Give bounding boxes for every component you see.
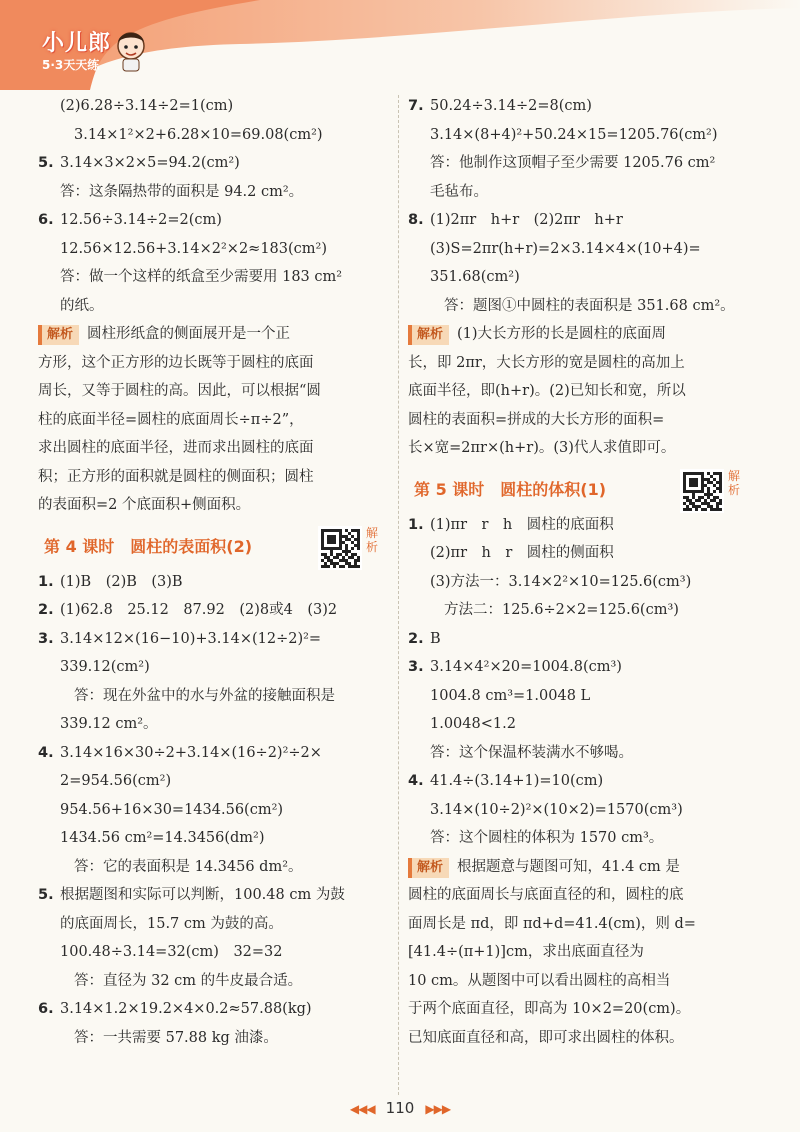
analysis-text: 于两个底面直径，即高为 10×2=20(cm)。 — [408, 1001, 691, 1017]
line-text: 3.14×4²×20=1004.8(cm³) — [430, 659, 622, 675]
answer-line — [408, 710, 760, 739]
answer-line — [38, 853, 388, 882]
question-line — [38, 625, 388, 654]
answer-line — [408, 235, 760, 264]
answer-line — [38, 178, 388, 207]
question-number: 2. — [38, 602, 54, 618]
analysis-line — [408, 377, 760, 406]
analysis-line — [408, 406, 760, 435]
analysis-line — [38, 434, 388, 463]
line-text: 1.0048<1.2 — [430, 716, 516, 732]
analysis-line — [408, 995, 760, 1024]
question-number: 6. — [38, 212, 54, 228]
question-line — [38, 149, 388, 178]
analysis-text: 长，即 2πr，大长方形的宽是圆柱的高加上 — [408, 354, 685, 371]
line-text: 答：一共需要 57.88 kg 油漆。 — [74, 1029, 278, 1046]
question-number: 5. — [38, 887, 54, 903]
line-text: B — [430, 630, 441, 647]
right-column — [408, 92, 760, 1052]
question-line — [38, 596, 388, 625]
answer-line — [38, 767, 388, 796]
line-text: 方法二：125.6÷2×2=125.6(cm³) — [444, 602, 679, 618]
answer-line — [38, 938, 388, 967]
analysis-block — [408, 853, 760, 1053]
answer-line — [38, 235, 388, 264]
answer-line — [38, 796, 388, 825]
analysis-line — [408, 434, 760, 463]
lesson-number: 第 4 课时 — [44, 536, 115, 556]
answer-line — [38, 653, 388, 682]
question-number: 1. — [38, 573, 54, 590]
line-text: 的底面周长，15.7 cm 为鼓的高。 — [60, 915, 283, 932]
analysis-text: 的表面积=2 个底面积+侧面积。 — [38, 497, 251, 513]
line-text: 答：他制作这顶帽子至少需要 1205.76 cm² — [430, 155, 716, 171]
qr-code-icon[interactable] — [680, 469, 724, 513]
line-text: 的纸。 — [60, 297, 104, 314]
analysis-line — [38, 406, 388, 435]
question-line — [38, 206, 388, 235]
analysis-text: 圆柱形纸盒的侧面展开是一个正 — [87, 326, 291, 342]
line-text: 答：题图①中圆柱的表面积是 351.68 cm²。 — [444, 297, 735, 314]
prev-arrows-icon: ◀◀◀ — [349, 1102, 375, 1116]
question-line — [408, 625, 760, 654]
question-line — [408, 206, 760, 235]
lesson-title: 圆柱的体积(1) — [500, 479, 607, 499]
page-header — [0, 0, 800, 90]
question-number: 6. — [38, 1001, 54, 1017]
question-number: 3. — [38, 630, 54, 647]
lesson-section-header — [408, 467, 760, 511]
left-column — [38, 92, 388, 1052]
analysis-label: 解析 — [408, 858, 449, 878]
question-number: 3. — [408, 659, 424, 675]
analysis-line — [38, 320, 388, 349]
answer-line — [38, 121, 388, 150]
line-text: 毛毡布。 — [430, 183, 488, 200]
analysis-text: 柱的底面半径=圆柱的底面周长÷π÷2”， — [38, 411, 304, 428]
line-text: 1004.8 cm³=1.0048 L — [430, 687, 591, 704]
answer-line — [38, 710, 388, 739]
answer-line — [408, 739, 760, 768]
question-number: 5. — [38, 155, 54, 171]
analysis-text: 根据题意与题图可知，41.4 cm 是 — [457, 858, 680, 875]
answer-line — [408, 292, 760, 321]
brand-logo — [40, 22, 150, 82]
analysis-text: 圆柱的底面周长与底面直径的和，圆柱的底 — [408, 887, 684, 903]
question-number: 4. — [408, 773, 424, 789]
analysis-text: (1)大长方形的长是圆柱的底面周 — [457, 326, 667, 342]
line-text: 2=954.56(cm²) — [60, 773, 172, 789]
analysis-text: 已知底面直径和高，即可求出圆柱的体积。 — [408, 1029, 684, 1046]
analysis-label: 解析 — [408, 325, 449, 345]
answer-line — [38, 92, 388, 121]
column-divider — [398, 95, 400, 1095]
line-text: (1)πr r h 圆柱的底面积 — [430, 516, 614, 533]
analysis-line — [408, 349, 760, 378]
analysis-line — [408, 967, 760, 996]
line-text: 答：这条隔热带的面积是 94.2 cm²。 — [60, 183, 304, 200]
question-line — [38, 995, 388, 1024]
question-number: 7. — [408, 98, 424, 114]
line-text: 12.56÷3.14÷2=2(cm) — [60, 212, 222, 228]
line-text: 答：它的表面积是 14.3456 dm²。 — [74, 858, 303, 875]
analysis-text: [41.4÷(π+1)]cm，求出底面直径为 — [408, 944, 644, 960]
analysis-text: 求出圆柱的底面半径，进而求出圆柱的底面 — [38, 440, 314, 456]
line-text: 3.14×3×2×5=94.2(cm²) — [60, 155, 240, 171]
answer-line — [408, 178, 760, 207]
brand-subtitle: 5·3天天练 — [42, 58, 100, 72]
line-text: 1434.56 cm²=14.3456(dm²) — [60, 830, 265, 846]
question-line — [38, 881, 388, 910]
answer-line — [38, 967, 388, 996]
analysis-text: 方形，这个正方形的边长既等于圆柱的底面 — [38, 354, 314, 371]
question-line — [408, 92, 760, 121]
line-text: (2)6.28÷3.14÷2=1(cm) — [60, 98, 234, 114]
analysis-text: 10 cm。从题图中可以看出圆柱的高相当 — [408, 972, 671, 989]
section-title — [414, 477, 606, 500]
line-text: 3.14×12×(16−10)+3.14×(12÷2)²= — [60, 630, 322, 647]
analysis-text: 长×宽=2πr×(h+r)。(3)代人求值即可。 — [408, 440, 676, 456]
answer-line — [38, 1024, 388, 1053]
line-text: 答：做一个这样的纸盒至少需要用 183 cm² — [60, 269, 343, 285]
line-text: 3.14×1.2×19.2×4×0.2≈57.88(kg) — [60, 1001, 312, 1017]
page-footer — [0, 1098, 800, 1117]
analysis-text: 积；正方形的面积就是圆柱的侧面积；圆柱 — [38, 468, 314, 485]
line-text: 答：直径为 32 cm 的牛皮最合适。 — [74, 972, 303, 989]
answer-line — [408, 568, 760, 597]
line-text: (3)S=2πr(h+r)=2×3.14×4×(10+4)= — [430, 240, 701, 257]
answer-line — [408, 149, 760, 178]
analysis-line — [408, 1024, 760, 1053]
answer-line — [38, 682, 388, 711]
answer-line — [38, 292, 388, 321]
analysis-line — [38, 463, 388, 492]
lesson-title: 圆柱的表面积(2) — [130, 536, 253, 556]
question-line — [38, 568, 388, 597]
answer-line — [408, 539, 760, 568]
qr-analysis-label: 解析 — [728, 468, 741, 497]
question-line — [408, 511, 760, 540]
line-text: 41.4÷(3.14+1)=10(cm) — [430, 773, 604, 789]
line-text: 12.56×12.56+3.14×2²×2≈183(cm²) — [60, 240, 327, 257]
line-text: 339.12(cm²) — [60, 659, 150, 675]
next-arrows-icon: ▶▶▶ — [425, 1102, 451, 1116]
analysis-text: 圆柱的表面积=拼成的大长方形的面积= — [408, 411, 665, 428]
question-line — [408, 767, 760, 796]
line-text: 根据题图和实际可以判断，100.48 cm 为鼓 — [60, 887, 345, 903]
analysis-line — [408, 853, 760, 882]
line-text: 答：这个圆柱的体积为 1570 cm³。 — [430, 830, 664, 846]
line-text: 351.68(cm²) — [430, 269, 520, 285]
question-number: 2. — [408, 630, 424, 647]
question-line — [38, 739, 388, 768]
analysis-line — [408, 881, 760, 910]
analysis-line — [408, 910, 760, 939]
line-text: (3)方法一：3.14×2²×10=125.6(cm³) — [430, 573, 692, 590]
analysis-text: 底面半径，即(h+r)。(2)已知长和宽，所以 — [408, 383, 686, 399]
question-number: 1. — [408, 516, 424, 533]
line-text: 3.14×(8+4)²+50.24×15=1205.76(cm²) — [430, 126, 718, 143]
qr-analysis-label: 解析 — [366, 525, 379, 554]
analysis-block — [38, 320, 388, 520]
line-text: 954.56+16×30=1434.56(cm²) — [60, 801, 284, 818]
lesson-section-header — [38, 524, 388, 568]
line-text: 100.48÷3.14=32(cm) 32=32 — [60, 944, 283, 960]
line-text: 3.14×1²×2+6.28×10=69.08(cm²) — [74, 126, 323, 143]
line-text: (1)62.8 25.12 87.92 (2)8或4 (3)2 — [60, 602, 338, 618]
answer-line — [408, 824, 760, 853]
answer-line — [408, 596, 760, 625]
brand-name: 小儿郎 — [42, 31, 112, 56]
mascot-icon — [114, 28, 148, 72]
line-text: 3.14×(10÷2)²×(10×2)=1570(cm³) — [430, 801, 683, 818]
section-title — [44, 534, 252, 557]
line-text: (2)πr h r 圆柱的侧面积 — [430, 545, 614, 561]
analysis-block — [408, 320, 760, 463]
line-text: (1)2πr h+r (2)2πr h+r — [430, 212, 623, 228]
line-text: 339.12 cm²。 — [60, 716, 158, 732]
line-text: (1)B (2)B (3)B — [60, 573, 183, 590]
line-text: 答：现在外盆中的水与外盆的接触面积是 — [74, 687, 335, 704]
qr-code-icon[interactable] — [318, 526, 362, 570]
analysis-line — [38, 377, 388, 406]
line-text: 答：这个保温杯装满水不够喝。 — [430, 744, 633, 761]
question-number: 4. — [38, 744, 54, 761]
answer-line — [408, 682, 760, 711]
answer-line — [38, 263, 388, 292]
page-number: 110 — [385, 1099, 415, 1117]
analysis-line — [408, 320, 760, 349]
analysis-text: 面周长是 πd，即 πd+d=41.4(cm)，则 d= — [408, 915, 696, 932]
answer-line — [38, 910, 388, 939]
analysis-line — [38, 349, 388, 378]
analysis-line — [408, 938, 760, 967]
answer-line — [38, 824, 388, 853]
question-number: 8. — [408, 212, 424, 228]
lesson-number: 第 5 课时 — [414, 479, 485, 499]
answer-line — [408, 263, 760, 292]
line-text: 50.24÷3.14÷2=8(cm) — [430, 98, 592, 114]
line-text: 3.14×16×30÷2+3.14×(16÷2)²÷2× — [60, 744, 322, 761]
analysis-label: 解析 — [38, 325, 79, 345]
analysis-line — [38, 491, 388, 520]
answer-line — [408, 796, 760, 825]
question-line — [408, 653, 760, 682]
analysis-text: 周长，又等于圆柱的高。因此，可以根据“圆 — [38, 383, 321, 399]
answer-line — [408, 121, 760, 150]
